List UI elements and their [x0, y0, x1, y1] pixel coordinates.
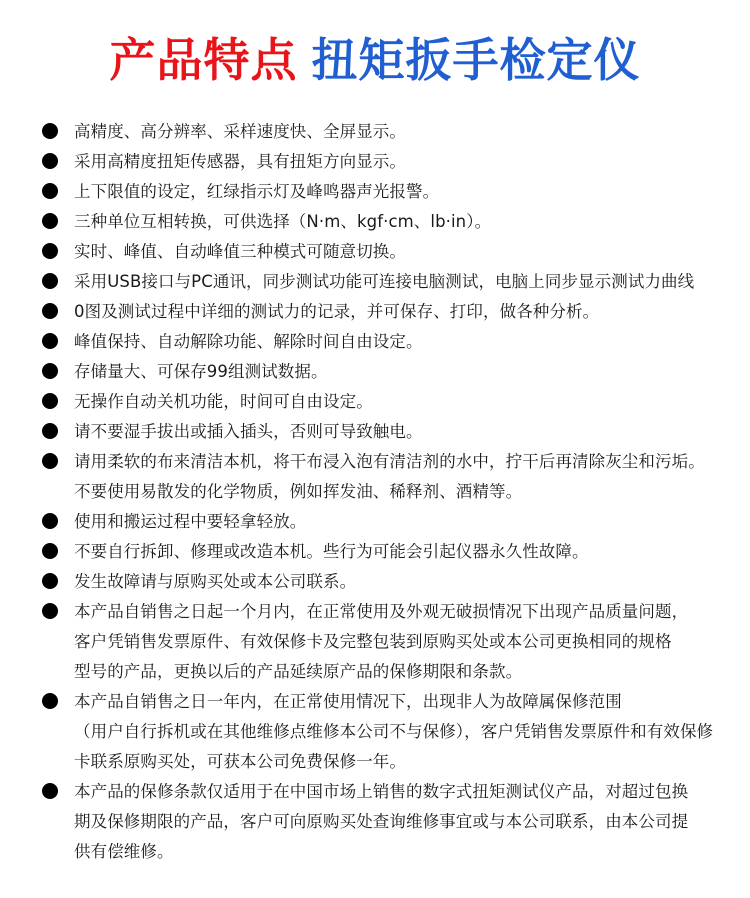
- feature-text-line: 期及保修期限的产品，客户可向原购买处查询维修事宜或与本公司联系，由本公司提: [74, 812, 689, 831]
- feature-text-line: 不要使用易散发的化学物质，例如挥发油、稀释剂、酒精等。: [74, 482, 523, 501]
- feature-text-line: 实时、峰值、自动峰值三种模式可随意切换。: [74, 242, 406, 261]
- feature-text-line: 0图及测试过程中详细的测试力的记录，并可保存、打印，做各种分析。: [74, 302, 600, 321]
- feature-item: [0, 567, 750, 597]
- bullet-icon: [42, 513, 58, 529]
- feature-item: [0, 207, 750, 237]
- feature-item: [0, 537, 750, 567]
- feature-text-line: 上下限值的设定，红绿指示灯及峰鸣器声光报警。: [74, 182, 440, 201]
- bullet-icon: [42, 423, 58, 439]
- feature-item: [0, 117, 750, 147]
- feature-text-line: 请不要湿手拔出或插入插头，否则可导致触电。: [74, 422, 423, 441]
- feature-item: [0, 237, 750, 267]
- bullet-icon: [42, 453, 58, 469]
- bullet-icon: [42, 303, 58, 319]
- feature-item: [0, 177, 750, 207]
- bullet-icon: [42, 783, 58, 799]
- bullet-icon: [42, 333, 58, 349]
- feature-item: [0, 327, 750, 357]
- feature-item: [0, 507, 750, 537]
- bullet-icon: [42, 393, 58, 409]
- feature-text-line: 无操作自动关机功能，时间可自由设定。: [74, 392, 373, 411]
- feature-text-line: 不要自行拆卸、修理或改造本机。些行为可能会引起仪器永久性故障。: [74, 542, 589, 561]
- feature-item: [0, 267, 750, 297]
- bullet-icon: [42, 603, 58, 619]
- feature-item: [0, 297, 750, 327]
- title-blue-part: 扭矩扳手检定仪: [311, 33, 641, 87]
- bullet-icon: [42, 543, 58, 559]
- feature-text-line: 发生故障请与原购买处或本公司联系。: [74, 572, 357, 591]
- feature-text-line: 本产品自销售之日一年内，在正常使用情况下，出现非人为故障属保修范围: [74, 692, 622, 711]
- feature-text-line: 峰值保持、自动解除功能、解除时间自由设定。: [74, 332, 423, 351]
- feature-item: [0, 777, 750, 867]
- feature-text-line: 三种单位互相转换，可供选择（N·m、kgf·cm、lb·in）。: [74, 212, 492, 231]
- feature-text-line: 请用柔软的布来清洁本机，将干布浸入泡有清洁剂的水中，拧干后再清除灰尘和污垢。: [74, 452, 705, 471]
- bullet-icon: [42, 183, 58, 199]
- feature-item: [0, 387, 750, 417]
- feature-text-line: 采用高精度扭矩传感器，具有扭矩方向显示。: [74, 152, 406, 171]
- feature-item: [0, 687, 750, 777]
- feature-item: [0, 447, 750, 507]
- feature-item: [0, 597, 750, 687]
- feature-text-line: 本产品自销售之日起一个月内，在正常使用及外观无破损情况下出现产品质量问题，: [74, 602, 689, 621]
- feature-item: [0, 357, 750, 387]
- bullet-icon: [42, 573, 58, 589]
- feature-text-line: 型号的产品，更换以后的产品延续原产品的保修期限和条款。: [74, 662, 523, 681]
- feature-item: [0, 147, 750, 177]
- feature-text-line: 客户凭销售发票原件、有效保修卡及完整包装到原购买处或本公司更换相同的规格: [74, 632, 672, 651]
- bullet-icon: [42, 363, 58, 379]
- feature-text-line: 采用USB接口与PC通讯，同步测试功能可连接电脑测试，电脑上同步显示测试力曲线: [74, 272, 695, 291]
- feature-text-line: 高精度、高分辨率、采样速度快、全屏显示。: [74, 122, 406, 141]
- bullet-icon: [42, 123, 58, 139]
- feature-text-line: 使用和搬运过程中要轻拿轻放。: [74, 512, 307, 531]
- feature-text-line: 本产品的保修条款仅适用于在中国市场上销售的数字式扭矩测试仪产品，对超过包换: [74, 782, 689, 801]
- feature-list: [0, 117, 750, 867]
- bullet-icon: [42, 273, 58, 289]
- feature-text-line: 卡联系原购买处，可获本公司免费保修一年。: [74, 752, 406, 771]
- bullet-icon: [42, 243, 58, 259]
- feature-text-line: 供有偿维修。: [74, 842, 174, 861]
- bullet-icon: [42, 693, 58, 709]
- feature-text-line: （用户自行拆机或在其他维修点维修本公司不与保修），客户凭销售发票原件和有效保修: [74, 722, 714, 741]
- bullet-icon: [42, 213, 58, 229]
- bullet-icon: [42, 153, 58, 169]
- feature-item: [0, 417, 750, 447]
- title-red-part: 产品特点: [109, 33, 298, 87]
- feature-text-line: 存储量大、可保存99组测试数据。: [74, 362, 328, 381]
- page-title: [0, 30, 750, 90]
